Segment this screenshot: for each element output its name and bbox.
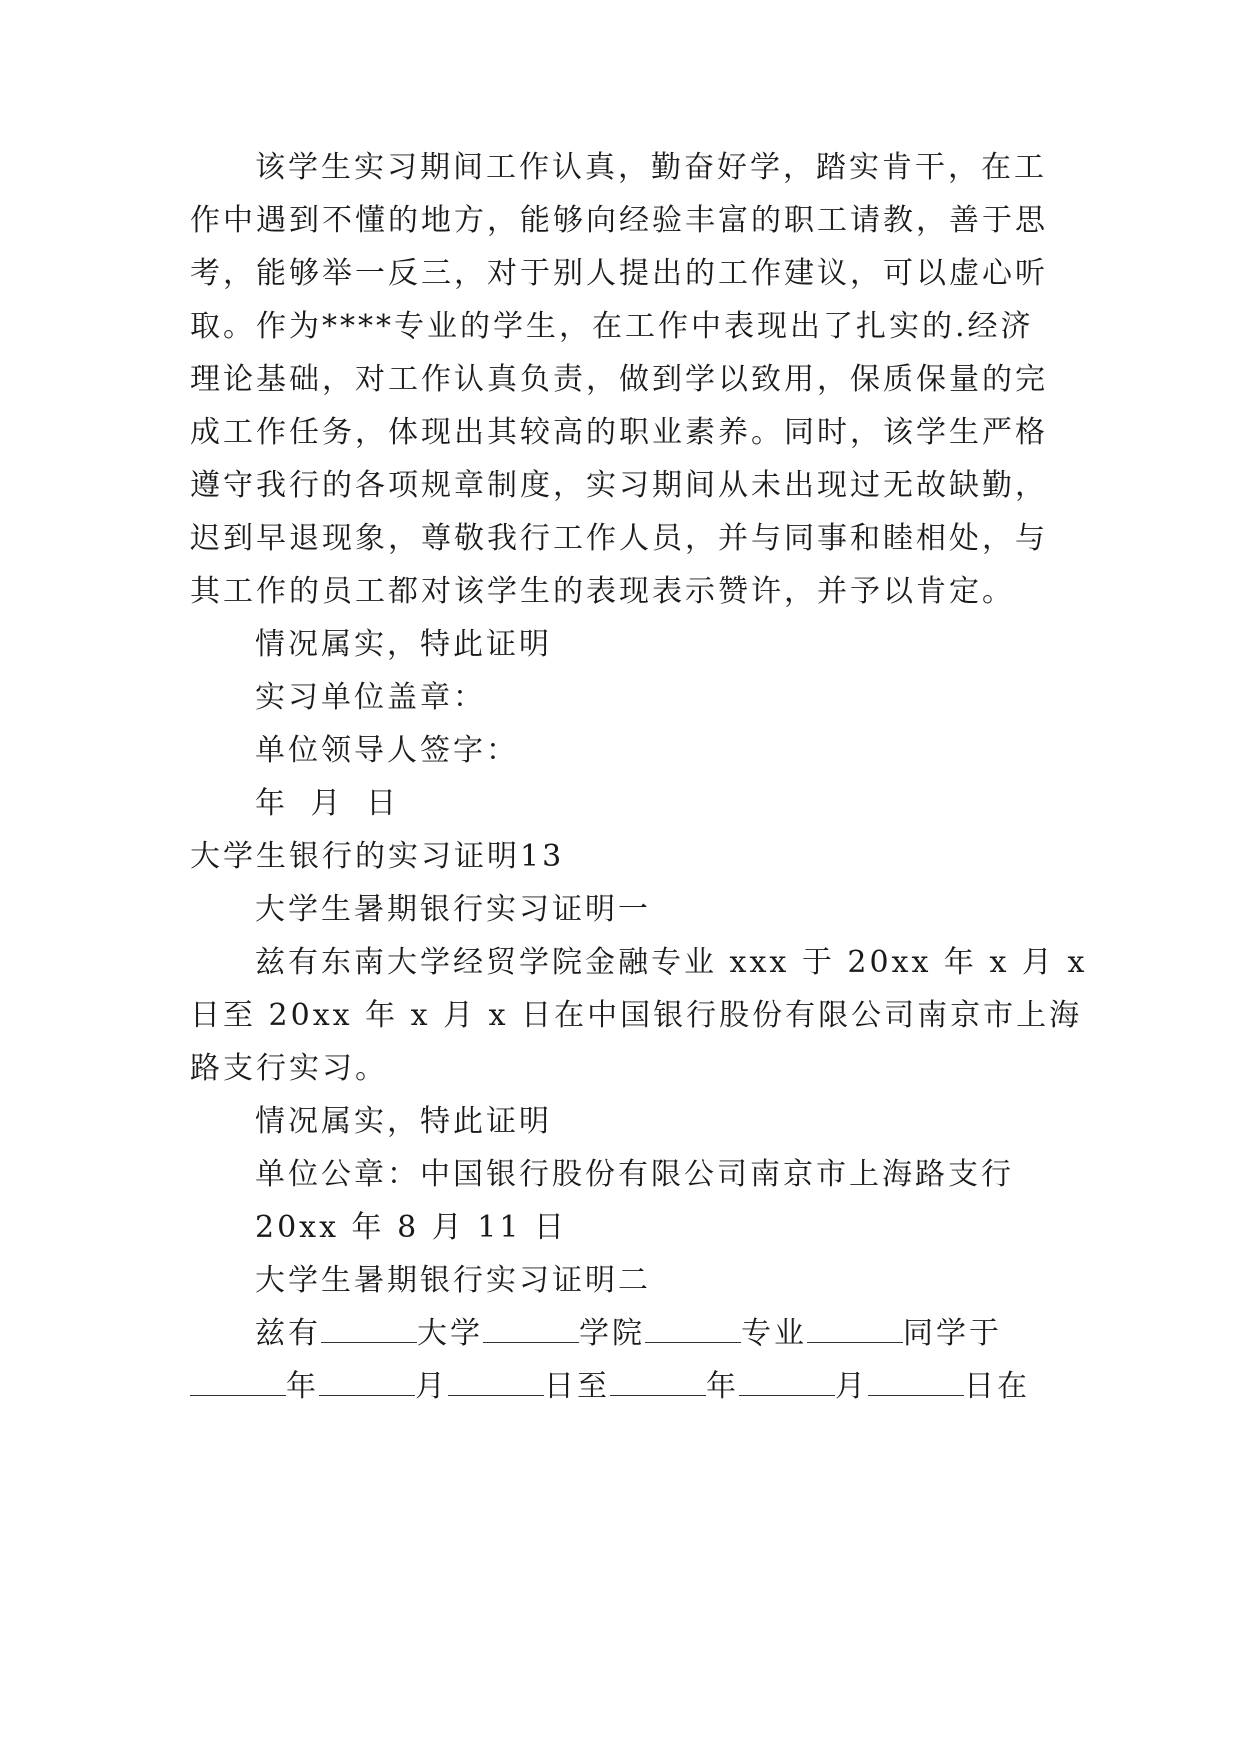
cert-b-text: 大学 bbox=[417, 1316, 483, 1351]
section-title: 大学生银行的实习证明13 bbox=[190, 839, 565, 874]
blank-field[interactable] bbox=[319, 1367, 415, 1396]
cert-a-title: 大学生暑期银行实习证明一 bbox=[255, 892, 651, 927]
paragraph-line: 取。作为****专业的学生，在工作中表现出了扎实的.经济 bbox=[190, 309, 1034, 344]
seal-label: 实习单位盖章： bbox=[255, 680, 486, 715]
blank-field[interactable] bbox=[448, 1367, 544, 1396]
paragraph-line: 作中遇到不懂的地方，能够向经验丰富的职工请教，善于思 bbox=[190, 203, 1048, 238]
paragraph-line: 理论基础，对工作认真负责，做到学以致用，保质保量的完 bbox=[190, 362, 1048, 397]
paragraph-line: 考，能够举一反三，对于别人提出的工作建议，可以虚心听 bbox=[190, 256, 1048, 291]
cert-a-line: 日至 20xx 年 x 月 x 日在中国银行股份有限公司南京市上海 bbox=[190, 998, 1083, 1033]
cert-b-text: 同学于 bbox=[903, 1316, 1002, 1351]
paragraph-line: 迟到早退现象，尊敬我行工作人员，并与同事和睦相处，与 bbox=[190, 521, 1048, 556]
cert-a-seal: 单位公章：中国银行股份有限公司南京市上海路支行 bbox=[255, 1157, 1014, 1192]
signature-label: 单位领导人签字： bbox=[255, 733, 519, 768]
cert-b-text: 月 bbox=[835, 1369, 868, 1404]
cert-b-text: 专业 bbox=[741, 1316, 807, 1351]
blank-field[interactable] bbox=[321, 1314, 417, 1343]
confirm-statement: 情况属实，特此证明 bbox=[255, 627, 552, 662]
cert-b-title: 大学生暑期银行实习证明二 bbox=[255, 1263, 651, 1298]
cert-b-text: 日至 bbox=[544, 1369, 610, 1404]
cert-b-text: 日在 bbox=[964, 1369, 1030, 1404]
cert-b-text: 月 bbox=[415, 1369, 448, 1404]
cert-a-date: 20xx 年 8 月 11 日 bbox=[255, 1210, 567, 1245]
blank-field[interactable] bbox=[645, 1314, 741, 1343]
paragraph-line: 该学生实习期间工作认真，勤奋好学，踏实肯干，在工 bbox=[255, 150, 1047, 185]
blank-field[interactable] bbox=[190, 1367, 286, 1396]
blank-field[interactable] bbox=[739, 1367, 835, 1396]
cert-a-confirm: 情况属实，特此证明 bbox=[255, 1104, 552, 1139]
blank-field[interactable] bbox=[483, 1314, 579, 1343]
cert-b-text: 兹有 bbox=[255, 1316, 321, 1351]
paragraph-line: 其工作的员工都对该学生的表现表示赞许，并予以肯定。 bbox=[190, 574, 1015, 609]
blank-field[interactable] bbox=[868, 1367, 964, 1396]
paragraph-line: 成工作任务，体现出其较高的职业素养。同时，该学生严格 bbox=[190, 415, 1048, 450]
paragraph-line: 遵守我行的各项规章制度，实习期间从未出现过无故缺勤， bbox=[190, 468, 1048, 503]
cert-b-text: 年 bbox=[286, 1369, 319, 1404]
cert-b-text: 学院 bbox=[579, 1316, 645, 1351]
cert-a-line: 兹有东南大学经贸学院金融专业 xxx 于 20xx 年 x 月 x bbox=[255, 945, 1088, 980]
cert-b-fill-line bbox=[255, 1314, 1075, 1354]
cert-b-fill-line bbox=[190, 1367, 1070, 1407]
blank-field[interactable] bbox=[807, 1314, 903, 1343]
date-line: 年 月 日 bbox=[255, 786, 400, 821]
blank-field[interactable] bbox=[610, 1367, 706, 1396]
cert-b-text: 年 bbox=[706, 1369, 739, 1404]
cert-a-line: 路支行实习。 bbox=[190, 1051, 388, 1086]
